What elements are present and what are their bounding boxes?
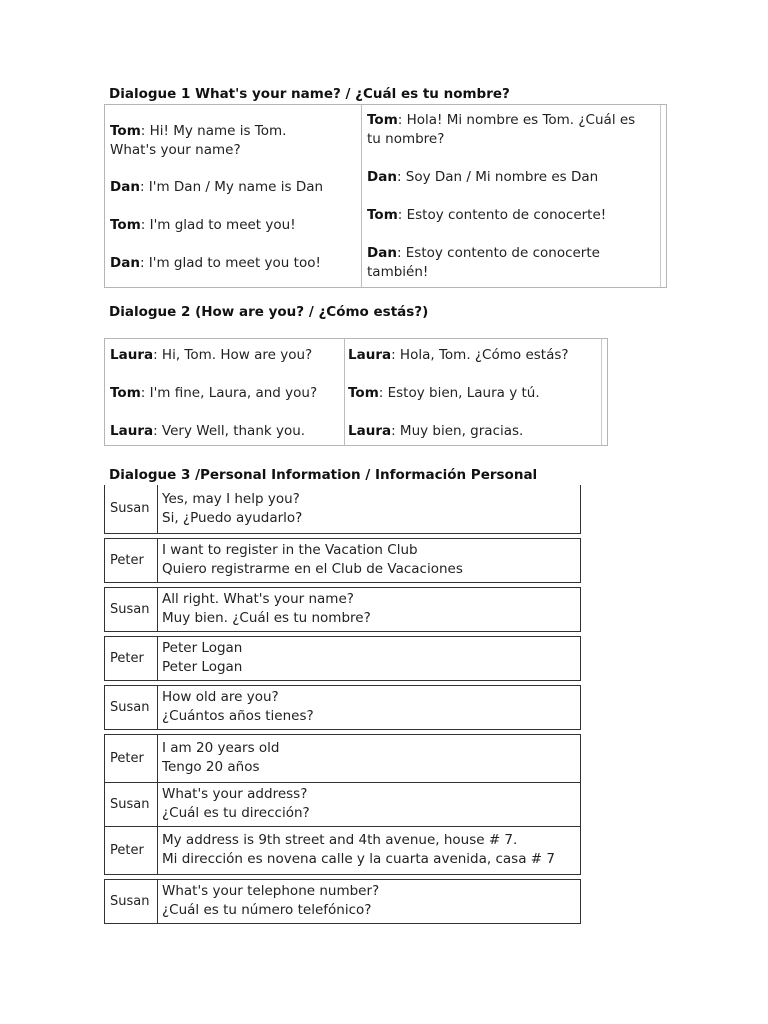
english-text: Peter Logan — [162, 640, 243, 656]
spanish-text: ¿Cuántos años tienes? — [162, 708, 314, 724]
table-row — [105, 879, 581, 923]
english-text: I am 20 years old — [162, 740, 280, 756]
speaker-cell: Peter — [105, 826, 158, 874]
line-text: : Soy Dan / Mi nombre es Dan — [396, 169, 599, 185]
spanish-text: Tengo 20 años — [162, 759, 260, 775]
line-text: : I'm glad to meet you! — [140, 217, 296, 233]
english-text: Yes, may I help you? — [162, 490, 300, 507]
speaker-cell: Peter — [105, 734, 158, 782]
dialogue-cell — [158, 636, 581, 680]
speaker-name: Laura — [110, 347, 154, 363]
dialogue-line — [110, 384, 317, 403]
speaker-name: Tom — [110, 123, 141, 139]
dialogue-cell — [158, 485, 581, 533]
table-row — [105, 782, 581, 826]
spanish-text: Peter Logan — [162, 659, 243, 675]
speaker-name: Dan — [110, 179, 140, 195]
dialogue-cell — [158, 734, 581, 782]
dialogue-line — [367, 206, 606, 225]
dialogue-1-english-column — [105, 105, 361, 287]
dialogue-2-table — [104, 338, 608, 446]
english-text: How old are you? — [162, 689, 279, 705]
line-text: : Estoy contento de conocerte! — [397, 207, 607, 223]
dialogue-cell — [158, 826, 581, 874]
dialogue-line — [110, 216, 296, 235]
line-text: What's your name? — [110, 142, 241, 158]
line-text: : Hola! Mi nombre es Tom. ¿Cuál es tu nombre? — [367, 112, 636, 147]
table-row — [105, 636, 581, 680]
table-row — [105, 734, 581, 782]
line-text: : I'm fine, Laura, and you? — [140, 385, 318, 401]
dialogue-line — [367, 168, 598, 187]
speaker-name: Dan — [110, 255, 140, 271]
spanish-text: Quiero registrarme en el Club de Vacaciones — [162, 561, 463, 577]
speaker-cell: Susan — [105, 685, 158, 729]
speaker-cell: Susan — [105, 587, 158, 631]
spanish-text: ¿Cuál es tu número telefónico? — [162, 902, 372, 918]
english-text: All right. What's your name? — [162, 591, 354, 607]
dialogue-line — [348, 384, 540, 403]
table-row — [105, 685, 581, 729]
dialogue-line — [348, 422, 523, 441]
line-text: : I'm Dan / My name is Dan — [139, 179, 324, 195]
table-row — [105, 485, 581, 533]
dialogue-line — [367, 111, 647, 149]
speaker-cell: Susan — [105, 485, 158, 533]
speaker-name: Dan — [367, 169, 397, 185]
dialogue-cell — [158, 538, 581, 582]
line-text: : Estoy contento de conocerte también! — [367, 245, 600, 280]
table-row — [105, 587, 581, 631]
speaker-cell: Peter — [105, 538, 158, 582]
table-row — [105, 826, 581, 874]
speaker-name: Tom — [348, 385, 379, 401]
spanish-text: ¿Cuál es tu dirección? — [162, 805, 310, 821]
speaker-name: Tom — [367, 207, 398, 223]
dialogue-3-title: Dialogue 3 /Personal Information / Información Personal — [109, 467, 538, 483]
spanish-text: Si, ¿Puedo ayudarlo? — [162, 509, 303, 526]
english-text: I want to register in the Vacation Club — [162, 542, 418, 558]
speaker-name: Tom — [367, 112, 398, 128]
dialogue-1-table — [104, 104, 667, 288]
line-text: : Estoy bien, Laura y tú. — [378, 385, 540, 401]
speaker-name: Dan — [367, 245, 397, 261]
line-text: : Very Well, thank you. — [153, 423, 306, 439]
spanish-text: Muy bien. ¿Cuál es tu nombre? — [162, 610, 371, 626]
dialogue-cell — [158, 879, 581, 923]
speaker-name: Laura — [348, 347, 392, 363]
dialogue-line — [367, 244, 632, 282]
english-text: What's your address? — [162, 786, 308, 802]
speaker-name: Laura — [110, 423, 154, 439]
spanish-text: Mi dirección es novena calle y la cuarta avenida, casa # 7 — [162, 851, 555, 867]
line-text: : Hi, Tom. How are you? — [153, 347, 313, 363]
line-text: : Hola, Tom. ¿Cómo estás? — [391, 347, 569, 363]
dialogue-1-spanish-column — [361, 105, 652, 287]
dialogue-line — [110, 422, 305, 441]
dialogue-line — [110, 254, 321, 273]
dialogue-2-spanish-column — [344, 339, 595, 445]
dialogue-line — [110, 178, 323, 197]
dialogue-1-title: Dialogue 1 What's your name? / ¿Cuál es tu nombre? — [109, 86, 510, 102]
dialogue-cell — [158, 685, 581, 729]
dialogue-line — [110, 141, 241, 160]
table-row — [105, 538, 581, 582]
dialogue-cell — [158, 587, 581, 631]
english-text: What's your telephone number? — [162, 883, 380, 899]
speaker-cell: Susan — [105, 782, 158, 826]
line-text: : Hi! My name is Tom. — [140, 123, 287, 139]
dialogue-line — [110, 122, 286, 141]
speaker-cell: Susan — [105, 879, 158, 923]
dialogue-line — [348, 346, 569, 365]
line-text: : Muy bien, gracias. — [391, 423, 524, 439]
dialogue-line — [110, 346, 312, 365]
speaker-cell: Peter — [105, 636, 158, 680]
line-text: : I'm glad to meet you too! — [139, 255, 321, 271]
dialogue-cell — [158, 782, 581, 826]
english-text: My address is 9th street and 4th avenue, house # 7. — [162, 832, 518, 848]
dialogue-3-table — [104, 485, 581, 924]
dialogue-2-english-column — [105, 339, 344, 445]
speaker-name: Laura — [348, 423, 392, 439]
speaker-name: Tom — [110, 217, 141, 233]
dialogue-2-title: Dialogue 2 (How are you? / ¿Cómo estás?) — [109, 304, 429, 320]
speaker-name: Tom — [110, 385, 141, 401]
